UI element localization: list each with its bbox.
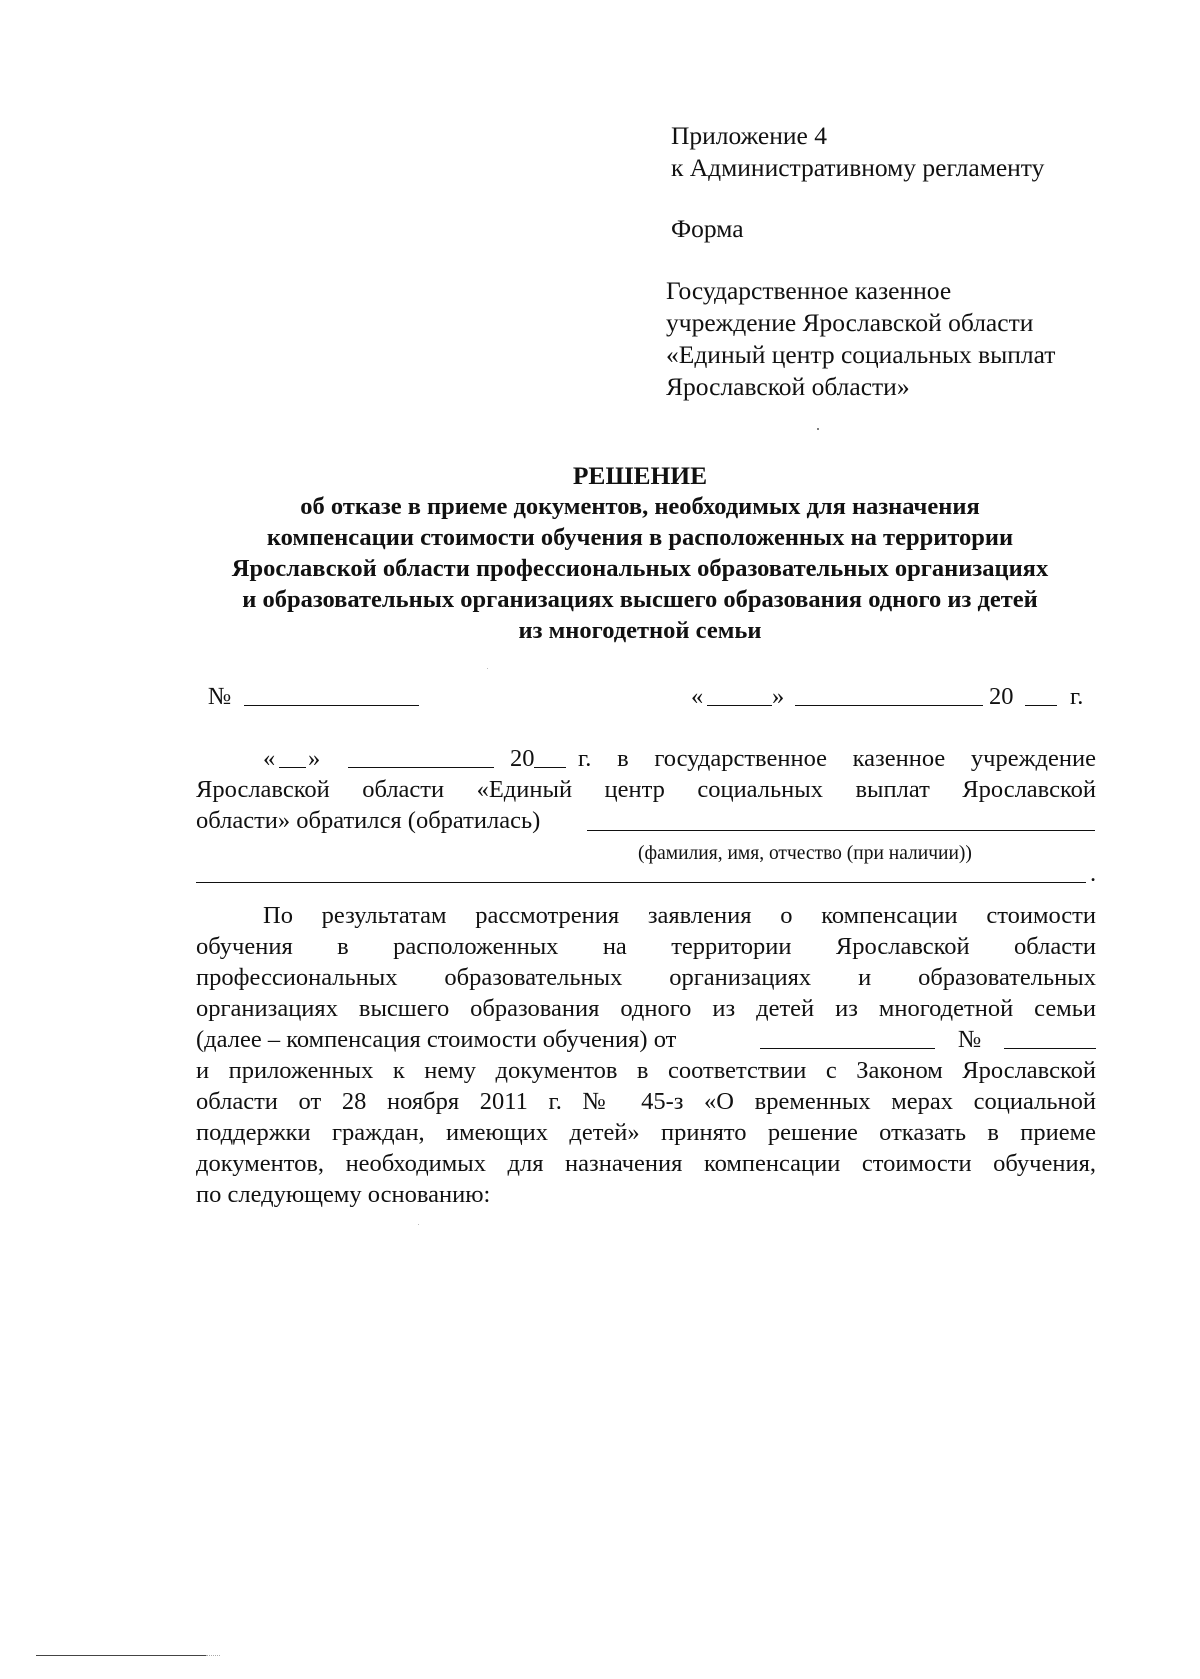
application-number-sign: № — [958, 1026, 982, 1053]
agency-line-1: Государственное казенное — [666, 276, 952, 305]
application-date-blank — [760, 1048, 935, 1049]
footnote-separator-tail — [206, 1655, 220, 1656]
body-line-3-word: организациях — [669, 964, 812, 991]
decision-title: РЕШЕНИЕ — [572, 461, 708, 490]
year-blank — [1025, 705, 1057, 706]
year-prefix: 20 — [989, 683, 1014, 710]
month-blank — [795, 705, 983, 706]
body-line-10: по следующему основанию: — [196, 1181, 491, 1208]
body-line-5: (далее – компенсация стоимости обучения) от — [196, 1026, 677, 1053]
agency-line-3: «Единый центр социальных выплат — [666, 340, 1056, 369]
day-blank — [707, 705, 772, 706]
footnote-separator — [36, 1655, 206, 1656]
body-line-1: По результатам рассмотрения заявления о компенсации стоимости — [263, 902, 1096, 929]
applicant-month-blank — [348, 767, 494, 768]
body-line-9: документов, необходимых для назначения компенсации стоимости обучения, — [196, 1150, 1096, 1177]
body-line-2-word: обучения — [196, 933, 293, 960]
body-line-3-word: образовательных — [444, 964, 623, 991]
body-line-2-word: расположенных — [393, 933, 559, 960]
decision-subtitle-line-1: об отказе в приеме документов, необходимых для назначения — [300, 493, 980, 520]
applicant-year-blank — [534, 767, 566, 768]
body-line-2-word: территории — [671, 933, 792, 960]
body-line-3-word: образовательных — [918, 964, 1096, 991]
application-number-blank — [1004, 1048, 1096, 1049]
scan-speck — [817, 428, 819, 430]
year-suffix: г. — [1070, 683, 1084, 710]
applicant-quote-close: » — [308, 745, 321, 772]
decision-subtitle-line-2: компенсации стоимости обучения в расположенных на территории — [266, 524, 1014, 551]
appendix-reference: к Административному регламенту — [671, 153, 1045, 182]
body-line-2 — [196, 931, 1096, 962]
applicant-day-blank — [279, 767, 306, 768]
body-line-2-word: Ярославской — [835, 933, 970, 960]
applicant-line-1-rest: г. в государственное казенное учреждение — [578, 745, 1096, 772]
body-line-3-word: и — [858, 964, 872, 991]
applicant-quote-open: « — [263, 745, 276, 772]
applicant-line-2: Ярославской области «Единый центр социальных выплат Ярославской — [196, 776, 1096, 803]
decision-subtitle-line-5: из многодетной семьи — [518, 617, 762, 644]
date-quote-close: » — [772, 683, 785, 710]
applicant-name-blank — [587, 830, 1095, 831]
body-line-3-word: профессиональных — [196, 964, 398, 991]
number-blank — [244, 705, 419, 706]
scan-speck — [487, 668, 488, 669]
number-sign: № — [208, 683, 232, 710]
appendix-number: Приложение 4 — [671, 121, 827, 150]
agency-line-4: Ярославской области» — [666, 372, 910, 401]
applicant-name-blank-continued — [196, 882, 1086, 883]
applicant-name-caption: (фамилия, имя, отчество (при наличии)) — [638, 843, 972, 864]
decision-subtitle-line-4: и образовательных организациях высшего образования одного из детей — [242, 586, 1038, 613]
body-line-3 — [196, 962, 1096, 993]
decision-subtitle-line-3: Ярославской области профессиональных образовательных организациях — [231, 555, 1049, 582]
body-line-2-word: на — [602, 933, 627, 960]
body-line-2-word: в — [337, 933, 349, 960]
applicant-year-prefix: 20 — [510, 745, 535, 772]
scan-speck — [418, 1224, 419, 1225]
body-line-4: организациях высшего образования одного из детей из многодетной семьи — [196, 995, 1096, 1022]
body-line-8: поддержки граждан, имеющих детей» принято решение отказать в приеме — [196, 1119, 1096, 1146]
agency-line-2: учреждение Ярославской области — [666, 308, 1034, 337]
applicant-end-mark: . — [1090, 860, 1097, 887]
body-line-7: области от 28 ноября 2011 г. № 45-з «О временных мерах социальной — [196, 1088, 1096, 1115]
body-line-2-word: области — [1014, 933, 1096, 960]
form-label: Форма — [671, 214, 744, 243]
date-quote-open: « — [691, 683, 704, 710]
applicant-line-3: области» обратился (обратилась) — [196, 807, 541, 834]
body-line-6: и приложенных к нему документов в соответствии с Законом Ярославской — [196, 1057, 1096, 1084]
